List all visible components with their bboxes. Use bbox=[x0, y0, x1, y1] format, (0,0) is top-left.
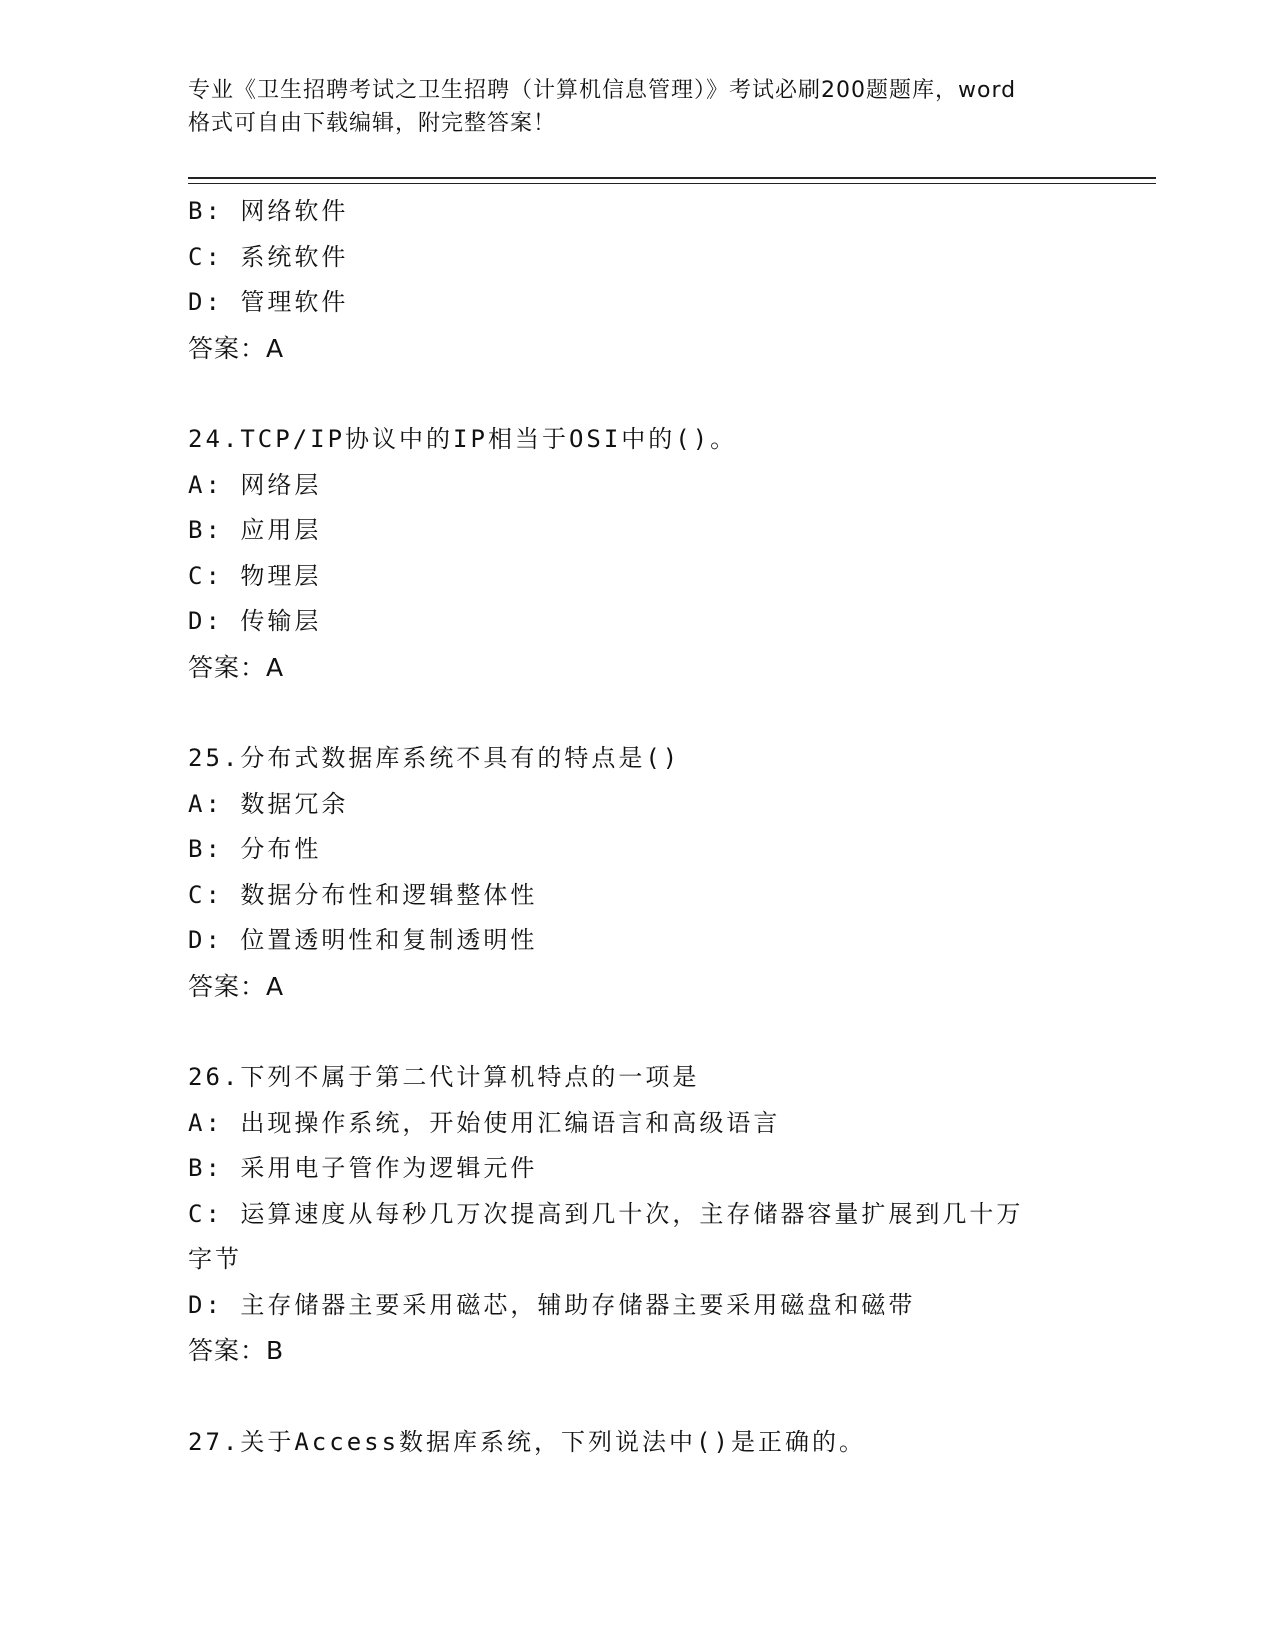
header-line-1: 专业《卫生招聘考试之卫生招聘（计算机信息管理）》考试必刷200题题库，word bbox=[188, 78, 1017, 103]
question-27 bbox=[188, 1420, 1088, 1466]
option-d: D: 管理软件 bbox=[188, 288, 349, 316]
option-c: C: 运算速度从每秒几万次提高到几十次，主存储器容量扩展到几十万 bbox=[188, 1199, 1024, 1228]
option-c-continued: 字节 bbox=[188, 1245, 242, 1273]
option-c: C: 系统软件 bbox=[188, 242, 349, 271]
answer: 答案：A bbox=[188, 333, 285, 363]
question-text: 24.TCP/IP协议中的IP相当于OSI中的()。 bbox=[188, 425, 738, 453]
answer: 答案：B bbox=[188, 1336, 285, 1365]
question-23-tail bbox=[188, 189, 1088, 371]
answer: 答案：A bbox=[188, 652, 285, 682]
option-d: D: 位置透明性和复制透明性 bbox=[188, 926, 538, 954]
header-divider-thick bbox=[188, 177, 1156, 179]
question-list bbox=[188, 189, 1088, 1465]
option-a: A: 出现操作系统，开始使用汇编语言和高级语言 bbox=[188, 1108, 781, 1137]
document-header bbox=[188, 74, 1088, 140]
answer: 答案：A bbox=[188, 971, 285, 1001]
option-b: B: 采用电子管作为逻辑元件 bbox=[188, 1154, 538, 1182]
question-24 bbox=[188, 417, 1088, 690]
option-d: D: 主存储器主要采用磁芯，辅助存储器主要采用磁盘和磁带 bbox=[188, 1290, 916, 1319]
header-divider-thin bbox=[188, 183, 1156, 184]
option-c: C: 物理层 bbox=[188, 561, 322, 590]
option-a: A: 网络层 bbox=[188, 470, 322, 499]
option-b: B: 应用层 bbox=[188, 516, 322, 544]
option-a: A: 数据冗余 bbox=[188, 789, 349, 818]
option-b: B: 网络软件 bbox=[188, 197, 349, 225]
question-26 bbox=[188, 1055, 1088, 1374]
option-b: B: 分布性 bbox=[188, 835, 322, 863]
header-line-2: 格式可自由下载编辑，附完整答案！ bbox=[188, 111, 557, 136]
option-c: C: 数据分布性和逻辑整体性 bbox=[188, 880, 538, 909]
option-d: D: 传输层 bbox=[188, 607, 322, 635]
question-25 bbox=[188, 736, 1088, 1009]
question-text: 25.分布式数据库系统不具有的特点是() bbox=[188, 744, 681, 772]
question-text: 26.下列不属于第二代计算机特点的一项是 bbox=[188, 1063, 700, 1091]
question-text: 27.关于Access数据库系统，下列说法中()是正确的。 bbox=[188, 1427, 866, 1456]
